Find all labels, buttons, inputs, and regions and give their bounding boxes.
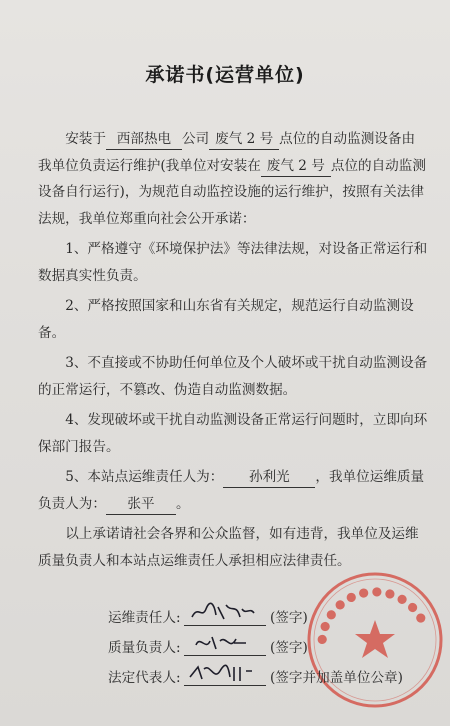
svg-text:●●●●●●●●●●●: ●●●●●●●●●●● bbox=[313, 583, 432, 646]
signature-block bbox=[0, 590, 450, 720]
intro-paragraph bbox=[38, 126, 428, 232]
item5-mid: ，我单位运维质量负责人为： bbox=[38, 469, 425, 512]
signature-label: 运维责任人: bbox=[108, 610, 181, 626]
ops-person-fill: 孙利光 bbox=[223, 467, 315, 488]
company-fill: 西部热电 bbox=[106, 129, 182, 150]
company-suffix: 公司 bbox=[181, 131, 210, 147]
pledge-item-3: 3、不直接或不协助任何单位及个人破坏或干扰自动监测设备的正常运行，不篡改、伪造自动监测数据。 bbox=[38, 355, 428, 398]
signature-note: (签字) bbox=[270, 640, 308, 656]
item5-suffix: 。 bbox=[175, 495, 190, 512]
signature-row-quality bbox=[108, 626, 308, 656]
intro-prefix: 安装于 bbox=[65, 131, 106, 147]
intro-mid: 点位的自动监测设备由我单位负责运行维护(我单位对安装在 bbox=[38, 131, 416, 174]
signature-note: (签字) bbox=[270, 610, 308, 626]
signature-ops-handwritten bbox=[184, 603, 266, 626]
signature-quality-handwritten bbox=[184, 633, 266, 656]
signature-row-legal bbox=[108, 656, 403, 686]
point-fill-1: 废气 2 号 bbox=[209, 129, 279, 150]
signature-note: (签字并加盖单位公章) bbox=[270, 670, 403, 686]
closing-paragraph: 以上承诺请社会各界和公众监督，如有违背，我单位及运维质量负责人和本站点运维责任人承担相应法律责任。 bbox=[38, 526, 419, 569]
point-fill-2: 废气 2 号 bbox=[261, 156, 331, 177]
item5-prefix: 5、本站点运维责任人为： bbox=[65, 469, 224, 485]
quality-person-fill: 张平 bbox=[106, 494, 176, 515]
pledge-item-5 bbox=[38, 464, 428, 517]
pledge-item-4: 4、发现破坏或干扰自动监测设备正常运行问题时，立即向环保部门报告。 bbox=[38, 412, 428, 455]
document-title: 承诺书(运营单位) bbox=[145, 64, 305, 86]
signature-legal-handwritten bbox=[184, 663, 266, 686]
pledge-item-2: 2、严格按照国家和山东省有关规定，规范运行自动监测设备。 bbox=[38, 298, 414, 341]
signature-row-ops bbox=[108, 596, 308, 626]
document-body bbox=[38, 126, 428, 574]
signature-label: 法定代表人: bbox=[108, 670, 181, 686]
signature-label: 质量负责人: bbox=[108, 640, 181, 656]
pledge-item-1: 1、严格遵守《环境保护法》等法律法规，对设备正常运行和数据真实性负责。 bbox=[38, 241, 428, 284]
intro-rest: 点位的自动监测设备自行运行)，为规范自动监控设施的运行维护，按照有关法律法规，我单位郑重向社会公开承诺： bbox=[38, 157, 426, 227]
